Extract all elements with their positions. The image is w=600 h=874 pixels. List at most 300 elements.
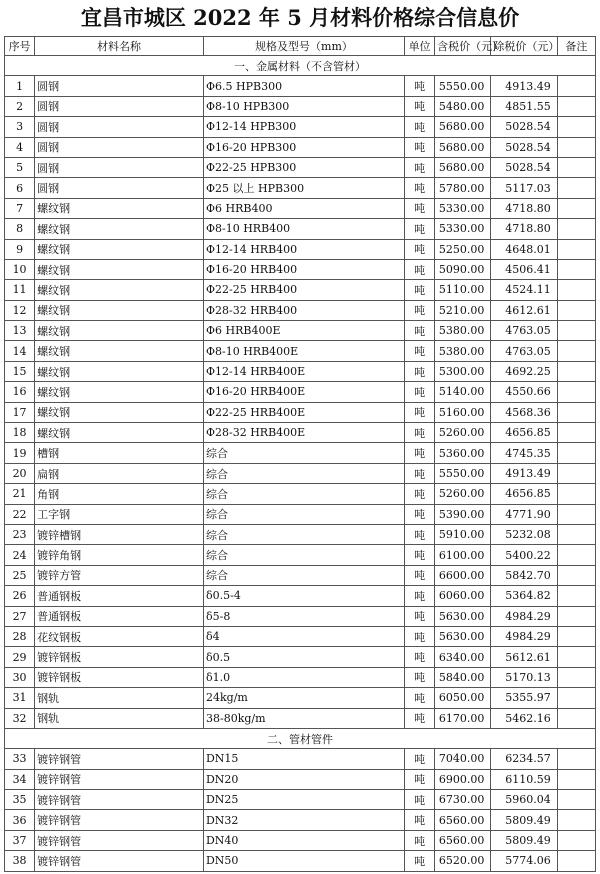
- table-row: [5, 361, 596, 381]
- section-header-row: [5, 56, 596, 76]
- row-index-cell: 12: [5, 300, 35, 320]
- price-with-tax-cell: 5250.00: [435, 239, 491, 259]
- remarks-cell: [557, 321, 595, 341]
- material-name-cell: 圆钢: [35, 137, 204, 157]
- remarks-cell: [557, 484, 595, 504]
- price-without-tax-cell: 4984.29: [491, 626, 557, 646]
- price-without-tax-cell: 5774.06: [491, 851, 557, 871]
- section-title: 一、金属材料（不含管材）: [5, 56, 596, 76]
- price-without-tax-cell: 5809.49: [491, 830, 557, 850]
- table-row: [5, 769, 596, 789]
- price-without-tax-cell: 4851.55: [491, 96, 557, 116]
- row-index-cell: 22: [5, 504, 35, 524]
- remarks-cell: [557, 667, 595, 687]
- price-without-tax-cell: 5170.13: [491, 667, 557, 687]
- price-with-tax-cell: 6050.00: [435, 688, 491, 708]
- row-index-cell: 38: [5, 851, 35, 871]
- material-name-cell: 圆钢: [35, 76, 204, 96]
- material-name-cell: 镀锌钢管: [35, 749, 204, 769]
- unit-cell: 吨: [405, 524, 435, 544]
- price-with-tax-cell: 5780.00: [435, 178, 491, 198]
- table-row: [5, 219, 596, 239]
- row-index-cell: 24: [5, 545, 35, 565]
- row-index-cell: 20: [5, 463, 35, 483]
- row-index-cell: 37: [5, 830, 35, 850]
- unit-cell: 吨: [405, 280, 435, 300]
- table-row: [5, 341, 596, 361]
- material-name-cell: 扁钢: [35, 463, 204, 483]
- table-header-row: [5, 37, 596, 56]
- price-without-tax-cell: 5400.22: [491, 545, 557, 565]
- table-row: [5, 667, 596, 687]
- price-with-tax-cell: 6170.00: [435, 708, 491, 728]
- price-with-tax-cell: 5680.00: [435, 157, 491, 177]
- material-name-cell: 螺纹钢: [35, 239, 204, 259]
- header-price-without-tax: 除税价（元）: [491, 37, 557, 56]
- price-with-tax-cell: 5680.00: [435, 137, 491, 157]
- header-index: 序号: [5, 37, 35, 56]
- spec-cell: Φ12-14 HRB400E: [203, 361, 404, 381]
- spec-cell: DN50: [203, 851, 404, 871]
- unit-cell: 吨: [405, 382, 435, 402]
- material-name-cell: 螺纹钢: [35, 402, 204, 422]
- price-without-tax-cell: 6110.59: [491, 769, 557, 789]
- unit-cell: 吨: [405, 137, 435, 157]
- price-without-tax-cell: 4648.01: [491, 239, 557, 259]
- unit-cell: 吨: [405, 484, 435, 504]
- price-without-tax-cell: 4984.29: [491, 606, 557, 626]
- spec-cell: δ0.5: [203, 647, 404, 667]
- spec-cell: 综合: [203, 504, 404, 524]
- price-with-tax-cell: 5550.00: [435, 463, 491, 483]
- price-with-tax-cell: 5680.00: [435, 117, 491, 137]
- unit-cell: 吨: [405, 545, 435, 565]
- remarks-cell: [557, 688, 595, 708]
- price-with-tax-cell: 6900.00: [435, 769, 491, 789]
- table-row: [5, 137, 596, 157]
- remarks-cell: [557, 178, 595, 198]
- material-name-cell: 镀锌钢管: [35, 790, 204, 810]
- remarks-cell: [557, 239, 595, 259]
- spec-cell: Φ12-14 HPB300: [203, 117, 404, 137]
- row-index-cell: 7: [5, 198, 35, 218]
- table-row: [5, 708, 596, 728]
- remarks-cell: [557, 300, 595, 320]
- row-index-cell: 31: [5, 688, 35, 708]
- price-with-tax-cell: 5630.00: [435, 626, 491, 646]
- material-name-cell: 圆钢: [35, 178, 204, 198]
- price-with-tax-cell: 7040.00: [435, 749, 491, 769]
- unit-cell: 吨: [405, 667, 435, 687]
- spec-cell: DN40: [203, 830, 404, 850]
- price-without-tax-cell: 4656.85: [491, 423, 557, 443]
- material-name-cell: 槽钢: [35, 443, 204, 463]
- table-row: [5, 198, 596, 218]
- row-index-cell: 33: [5, 749, 35, 769]
- table-row: [5, 239, 596, 259]
- material-name-cell: 镀锌角钢: [35, 545, 204, 565]
- price-without-tax-cell: 5028.54: [491, 137, 557, 157]
- price-without-tax-cell: 5364.82: [491, 586, 557, 606]
- unit-cell: 吨: [405, 178, 435, 198]
- row-index-cell: 10: [5, 259, 35, 279]
- material-name-cell: 螺纹钢: [35, 259, 204, 279]
- remarks-cell: [557, 341, 595, 361]
- material-name-cell: 螺纹钢: [35, 361, 204, 381]
- table-row: [5, 586, 596, 606]
- remarks-cell: [557, 769, 595, 789]
- spec-cell: DN15: [203, 749, 404, 769]
- row-index-cell: 9: [5, 239, 35, 259]
- material-name-cell: 工字钢: [35, 504, 204, 524]
- price-with-tax-cell: 5550.00: [435, 76, 491, 96]
- table-row: [5, 321, 596, 341]
- header-unit: 单位: [405, 37, 435, 56]
- material-name-cell: 镀锌钢管: [35, 810, 204, 830]
- table-row: [5, 830, 596, 850]
- spec-cell: Φ28-32 HRB400: [203, 300, 404, 320]
- price-without-tax-cell: 4913.49: [491, 76, 557, 96]
- remarks-cell: [557, 96, 595, 116]
- remarks-cell: [557, 259, 595, 279]
- remarks-cell: [557, 586, 595, 606]
- unit-cell: 吨: [405, 647, 435, 667]
- price-with-tax-cell: 6060.00: [435, 586, 491, 606]
- table-row: [5, 626, 596, 646]
- price-with-tax-cell: 5840.00: [435, 667, 491, 687]
- material-name-cell: 螺纹钢: [35, 321, 204, 341]
- row-index-cell: 3: [5, 117, 35, 137]
- spec-cell: Φ22-25 HRB400E: [203, 402, 404, 422]
- price-with-tax-cell: 5090.00: [435, 259, 491, 279]
- unit-cell: 吨: [405, 830, 435, 850]
- spec-cell: 综合: [203, 545, 404, 565]
- remarks-cell: [557, 565, 595, 585]
- price-without-tax-cell: 4763.05: [491, 321, 557, 341]
- material-name-cell: 螺纹钢: [35, 280, 204, 300]
- material-name-cell: 螺纹钢: [35, 300, 204, 320]
- table-row: [5, 178, 596, 198]
- price-with-tax-cell: 5480.00: [435, 96, 491, 116]
- price-without-tax-cell: 4568.36: [491, 402, 557, 422]
- price-without-tax-cell: 5612.61: [491, 647, 557, 667]
- row-index-cell: 13: [5, 321, 35, 341]
- material-name-cell: 镀锌钢管: [35, 830, 204, 850]
- price-with-tax-cell: 5330.00: [435, 198, 491, 218]
- spec-cell: 24kg/m: [203, 688, 404, 708]
- spec-cell: 综合: [203, 443, 404, 463]
- remarks-cell: [557, 851, 595, 871]
- material-name-cell: 镀锌方管: [35, 565, 204, 585]
- table-row: [5, 96, 596, 116]
- table-row: [5, 463, 596, 483]
- unit-cell: 吨: [405, 810, 435, 830]
- table-row: [5, 810, 596, 830]
- row-index-cell: 16: [5, 382, 35, 402]
- row-index-cell: 27: [5, 606, 35, 626]
- row-index-cell: 36: [5, 810, 35, 830]
- unit-cell: 吨: [405, 504, 435, 524]
- remarks-cell: [557, 157, 595, 177]
- unit-cell: 吨: [405, 157, 435, 177]
- row-index-cell: 28: [5, 626, 35, 646]
- material-name-cell: 花纹钢板: [35, 626, 204, 646]
- material-name-cell: 钢轨: [35, 688, 204, 708]
- material-name-cell: 螺纹钢: [35, 219, 204, 239]
- table-row: [5, 157, 596, 177]
- spec-cell: 综合: [203, 484, 404, 504]
- spec-cell: Φ22-25 HPB300: [203, 157, 404, 177]
- spec-cell: δ0.5-4: [203, 586, 404, 606]
- price-without-tax-cell: 5117.03: [491, 178, 557, 198]
- remarks-cell: [557, 280, 595, 300]
- price-without-tax-cell: 4745.35: [491, 443, 557, 463]
- unit-cell: 吨: [405, 606, 435, 626]
- unit-cell: 吨: [405, 586, 435, 606]
- row-index-cell: 14: [5, 341, 35, 361]
- table-row: [5, 545, 596, 565]
- remarks-cell: [557, 219, 595, 239]
- material-name-cell: 圆钢: [35, 117, 204, 137]
- spec-cell: Φ16-20 HRB400: [203, 259, 404, 279]
- table-row: [5, 851, 596, 871]
- row-index-cell: 11: [5, 280, 35, 300]
- unit-cell: 吨: [405, 300, 435, 320]
- remarks-cell: [557, 361, 595, 381]
- material-name-cell: 角钢: [35, 484, 204, 504]
- price-with-tax-cell: 5110.00: [435, 280, 491, 300]
- material-name-cell: 镀锌槽钢: [35, 524, 204, 544]
- table-row: [5, 443, 596, 463]
- price-with-tax-cell: 5380.00: [435, 341, 491, 361]
- unit-cell: 吨: [405, 790, 435, 810]
- row-index-cell: 19: [5, 443, 35, 463]
- row-index-cell: 35: [5, 790, 35, 810]
- material-name-cell: 镀锌钢板: [35, 667, 204, 687]
- remarks-cell: [557, 504, 595, 524]
- material-name-cell: 圆钢: [35, 157, 204, 177]
- unit-cell: 吨: [405, 749, 435, 769]
- unit-cell: 吨: [405, 851, 435, 871]
- material-name-cell: 螺纹钢: [35, 341, 204, 361]
- price-without-tax-cell: 4763.05: [491, 341, 557, 361]
- unit-cell: 吨: [405, 117, 435, 137]
- table-row: [5, 300, 596, 320]
- price-with-tax-cell: 5140.00: [435, 382, 491, 402]
- spec-cell: δ4: [203, 626, 404, 646]
- unit-cell: 吨: [405, 626, 435, 646]
- remarks-cell: [557, 647, 595, 667]
- spec-cell: δ5-8: [203, 606, 404, 626]
- table-row: [5, 280, 596, 300]
- price-with-tax-cell: 5260.00: [435, 423, 491, 443]
- price-without-tax-cell: 5028.54: [491, 157, 557, 177]
- price-without-tax-cell: 5232.08: [491, 524, 557, 544]
- price-with-tax-cell: 5360.00: [435, 443, 491, 463]
- remarks-cell: [557, 137, 595, 157]
- price-without-tax-cell: 4771.90: [491, 504, 557, 524]
- price-with-tax-cell: 5210.00: [435, 300, 491, 320]
- spec-cell: 综合: [203, 565, 404, 585]
- table-row: [5, 382, 596, 402]
- spec-cell: Φ22-25 HRB400: [203, 280, 404, 300]
- remarks-cell: [557, 423, 595, 443]
- spec-cell: Φ6 HRB400E: [203, 321, 404, 341]
- header-remarks: 备注: [557, 37, 595, 56]
- table-row: [5, 504, 596, 524]
- price-without-tax-cell: 4550.66: [491, 382, 557, 402]
- price-with-tax-cell: 6730.00: [435, 790, 491, 810]
- spec-cell: Φ16-20 HRB400E: [203, 382, 404, 402]
- row-index-cell: 2: [5, 96, 35, 116]
- row-index-cell: 1: [5, 76, 35, 96]
- remarks-cell: [557, 810, 595, 830]
- price-without-tax-cell: 5462.16: [491, 708, 557, 728]
- price-without-tax-cell: 5960.04: [491, 790, 557, 810]
- price-without-tax-cell: 5028.54: [491, 117, 557, 137]
- table-row: [5, 402, 596, 422]
- spec-cell: Φ8-10 HRB400E: [203, 341, 404, 361]
- remarks-cell: [557, 382, 595, 402]
- spec-cell: Φ6 HRB400: [203, 198, 404, 218]
- remarks-cell: [557, 708, 595, 728]
- row-index-cell: 21: [5, 484, 35, 504]
- price-without-tax-cell: 4718.80: [491, 198, 557, 218]
- document-title: 宜昌市城区 2022 年 5 月材料价格综合信息价: [80, 5, 520, 30]
- price-with-tax-cell: 6100.00: [435, 545, 491, 565]
- price-without-tax-cell: 5809.49: [491, 810, 557, 830]
- row-index-cell: 26: [5, 586, 35, 606]
- row-index-cell: 5: [5, 157, 35, 177]
- section-header-row: [5, 728, 596, 748]
- section-title: 二、管材管件: [5, 728, 596, 748]
- remarks-cell: [557, 198, 595, 218]
- row-index-cell: 25: [5, 565, 35, 585]
- price-with-tax-cell: 5260.00: [435, 484, 491, 504]
- spec-cell: Φ12-14 HRB400: [203, 239, 404, 259]
- remarks-cell: [557, 402, 595, 422]
- price-without-tax-cell: 4524.11: [491, 280, 557, 300]
- table-row: [5, 259, 596, 279]
- header-material-name: 材料名称: [35, 37, 204, 56]
- remarks-cell: [557, 545, 595, 565]
- price-with-tax-cell: 6520.00: [435, 851, 491, 871]
- unit-cell: 吨: [405, 239, 435, 259]
- header-spec: 规格及型号（mm）: [203, 37, 404, 56]
- spec-cell: Φ8-10 HPB300: [203, 96, 404, 116]
- material-name-cell: 螺纹钢: [35, 198, 204, 218]
- price-with-tax-cell: 5390.00: [435, 504, 491, 524]
- material-name-cell: 镀锌钢板: [35, 647, 204, 667]
- remarks-cell: [557, 749, 595, 769]
- spec-cell: Φ8-10 HRB400: [203, 219, 404, 239]
- price-without-tax-cell: 4913.49: [491, 463, 557, 483]
- row-index-cell: 34: [5, 769, 35, 789]
- material-name-cell: 普通钢板: [35, 586, 204, 606]
- spec-cell: Φ25 以上 HPB300: [203, 178, 404, 198]
- spec-cell: Φ28-32 HRB400E: [203, 423, 404, 443]
- spec-cell: 综合: [203, 524, 404, 544]
- row-index-cell: 15: [5, 361, 35, 381]
- unit-cell: 吨: [405, 565, 435, 585]
- table-row: [5, 688, 596, 708]
- price-without-tax-cell: 6234.57: [491, 749, 557, 769]
- row-index-cell: 32: [5, 708, 35, 728]
- spec-cell: DN32: [203, 810, 404, 830]
- price-without-tax-cell: 4612.61: [491, 300, 557, 320]
- unit-cell: 吨: [405, 688, 435, 708]
- material-name-cell: 镀锌钢管: [35, 769, 204, 789]
- price-without-tax-cell: 4692.25: [491, 361, 557, 381]
- table-row: [5, 423, 596, 443]
- table-row: [5, 606, 596, 626]
- material-name-cell: 普通钢板: [35, 606, 204, 626]
- price-with-tax-cell: 5380.00: [435, 321, 491, 341]
- spec-cell: Φ16-20 HPB300: [203, 137, 404, 157]
- table-row: [5, 790, 596, 810]
- unit-cell: 吨: [405, 423, 435, 443]
- spec-cell: DN20: [203, 769, 404, 789]
- material-name-cell: 钢轨: [35, 708, 204, 728]
- row-index-cell: 30: [5, 667, 35, 687]
- price-without-tax-cell: 4656.85: [491, 484, 557, 504]
- remarks-cell: [557, 626, 595, 646]
- table-row: [5, 484, 596, 504]
- material-name-cell: 圆钢: [35, 96, 204, 116]
- remarks-cell: [557, 790, 595, 810]
- unit-cell: 吨: [405, 443, 435, 463]
- row-index-cell: 6: [5, 178, 35, 198]
- table-row: [5, 647, 596, 667]
- unit-cell: 吨: [405, 402, 435, 422]
- spec-cell: DN25: [203, 790, 404, 810]
- unit-cell: 吨: [405, 769, 435, 789]
- material-name-cell: 镀锌钢管: [35, 851, 204, 871]
- price-with-tax-cell: 6560.00: [435, 830, 491, 850]
- spec-cell: δ1.0: [203, 667, 404, 687]
- table-row: [5, 749, 596, 769]
- unit-cell: 吨: [405, 198, 435, 218]
- price-with-tax-cell: 5630.00: [435, 606, 491, 626]
- table-row: [5, 524, 596, 544]
- unit-cell: 吨: [405, 219, 435, 239]
- price-with-tax-cell: 5910.00: [435, 524, 491, 544]
- price-with-tax-cell: 5160.00: [435, 402, 491, 422]
- unit-cell: 吨: [405, 708, 435, 728]
- price-with-tax-cell: 5300.00: [435, 361, 491, 381]
- row-index-cell: 8: [5, 219, 35, 239]
- unit-cell: 吨: [405, 259, 435, 279]
- table-row: [5, 565, 596, 585]
- row-index-cell: 29: [5, 647, 35, 667]
- row-index-cell: 23: [5, 524, 35, 544]
- header-price-with-tax: 含税价（元）: [435, 37, 491, 56]
- table-row: [5, 117, 596, 137]
- price-with-tax-cell: 5330.00: [435, 219, 491, 239]
- material-name-cell: 螺纹钢: [35, 423, 204, 443]
- price-with-tax-cell: 6560.00: [435, 810, 491, 830]
- unit-cell: 吨: [405, 96, 435, 116]
- material-name-cell: 螺纹钢: [35, 382, 204, 402]
- table-body: [5, 56, 596, 872]
- row-index-cell: 17: [5, 402, 35, 422]
- price-with-tax-cell: 6600.00: [435, 565, 491, 585]
- spec-cell: 综合: [203, 463, 404, 483]
- unit-cell: 吨: [405, 361, 435, 381]
- unit-cell: 吨: [405, 321, 435, 341]
- row-index-cell: 18: [5, 423, 35, 443]
- spec-cell: 38-80kg/m: [203, 708, 404, 728]
